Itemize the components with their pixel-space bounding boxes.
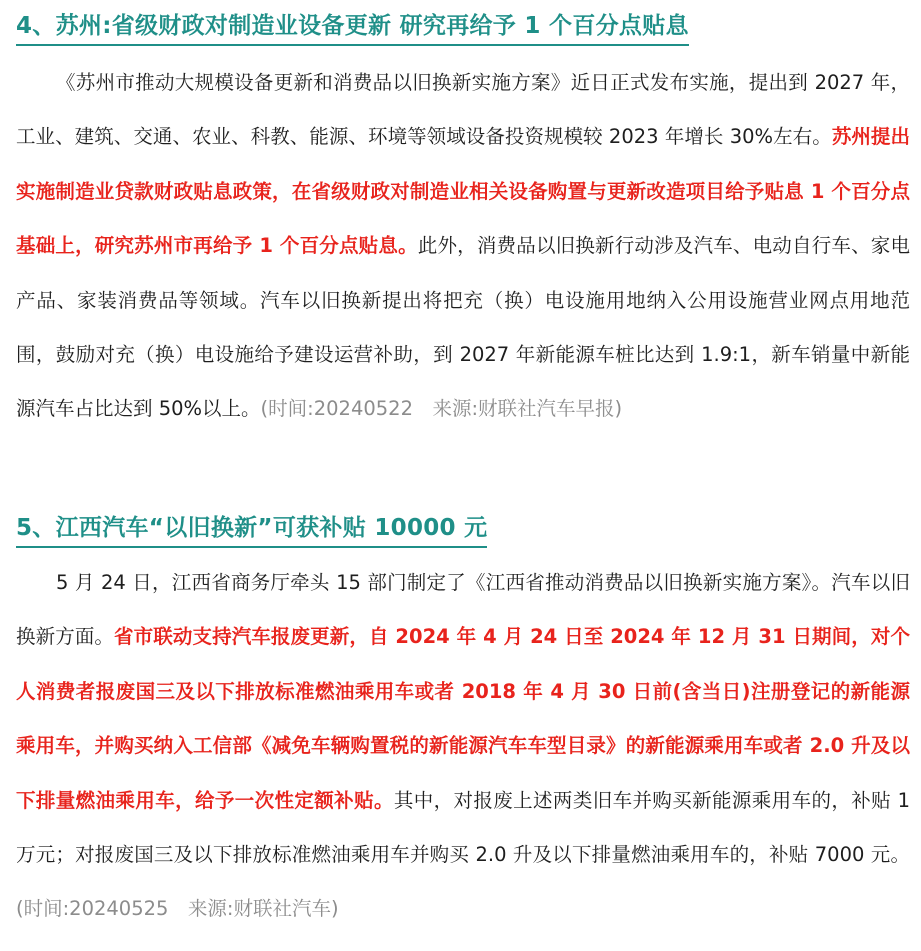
section-5-paragraph <box>16 556 910 937</box>
section-4-text-more: 此外，消费品以旧换新行动涉及汽车、电动自行车、家电产品、家装消费品等领域。汽车以旧换新提出将把充（换）电设施用地纳入公用设施营业网点用地范围，鼓励对充（换）电设施给予建设运营补助，到 2027 年新能源车桩比达到 1.9:1，新车销量中新能源汽车占比达到 50%以上。 <box>16 234 910 421</box>
section-4-heading: 4、苏州:省级财政对制造业设备更新 研究再给予 1 个百分点贴息 <box>16 10 689 42</box>
section-5-source: (时间:20240525 来源:财联社汽车) <box>16 897 339 921</box>
section-4-highlight: 苏州提出实施制造业贷款财政贴息政策，在省级财政对制造业相关设备购置与更新改造项目给予贴息 1 个百分点基础上，研究苏州市再给予 1 个百分点贴息。 <box>16 125 910 258</box>
section-4-text-intro: 《苏州市推动大规模设备更新和消费品以旧换新实施方案》近日正式发布实施，提出到 2027 年，工业、建筑、交通、农业、科教、能源、环境等领域设备投资规模较 2023 年增长 30%左右。 <box>16 71 910 149</box>
section-4-source: (时间:20240522 来源:财联社汽车早报) <box>260 397 623 421</box>
section-5-highlight: 省市联动支持汽车报废更新，自 2024 年 4 月 24 日至 2024 年 12 月 31 日期间，对个人消费者报废国三及以下排放标准燃油乘用车或者 2018 年 4 月 30 日前(含当日)注册登记的新能源乘用车，并购买纳入工信部《减免车辆购置税的新能源汽车车型目录》的新能源乘用车或者 2.0 升及以下排量燃油乘用车，给予一次性定额补贴。 <box>16 625 910 812</box>
section-4-paragraph <box>16 56 910 437</box>
section-5-text-more: 其中，对报废上述两类旧车并购买新能源乘用车的，补贴 1 万元；对报废国三及以下排放标准燃油乘用车并购买 2.0 升及以下排量燃油乘用车的，补贴 7000 元。 <box>16 788 910 867</box>
section-5-heading: 5、江西汽车“以旧换新”可获补贴 10000 元 <box>16 512 487 544</box>
section-5-text-intro: 5 月 24 日，江西省商务厅牵头 15 部门制定了《江西省推动消费品以旧换新实施方案》。汽车以旧换新方面。 <box>16 571 910 649</box>
